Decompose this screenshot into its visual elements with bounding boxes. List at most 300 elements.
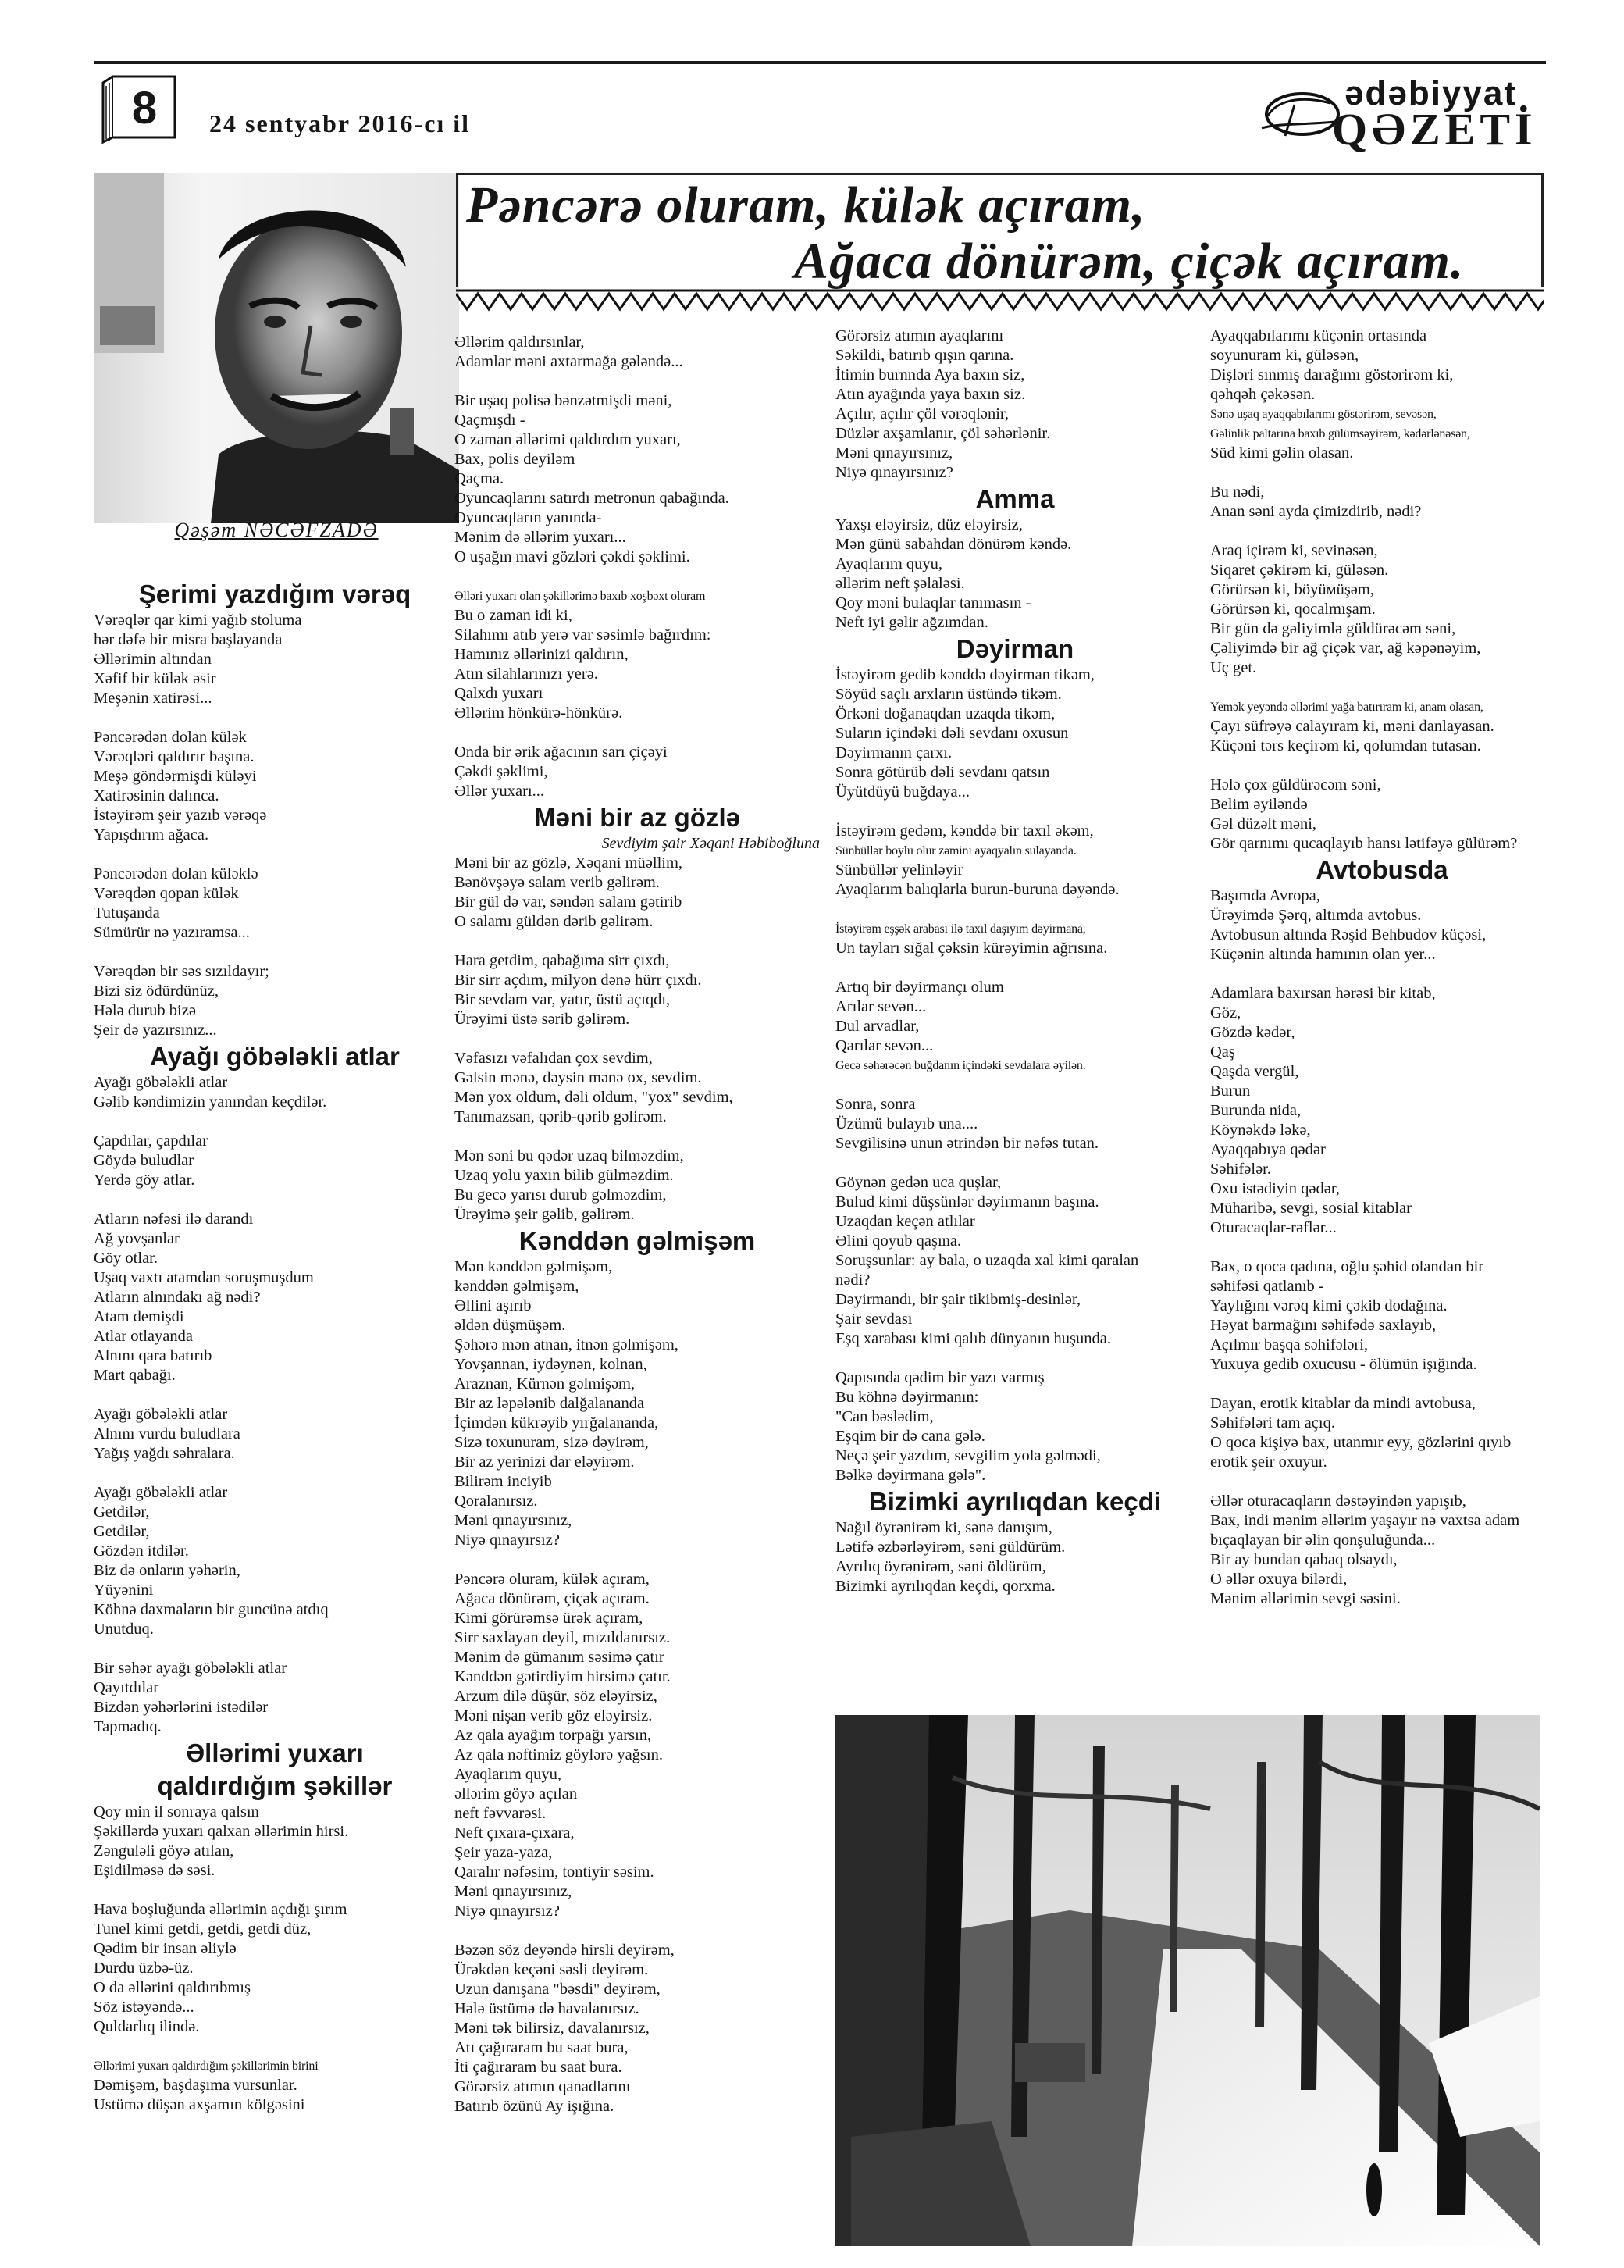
poem-line: Şəkillərdə yuxarı qalxan əllərimin hirsi.	[94, 1823, 349, 1840]
poem-line: Çayı süfrəyə calayıram ki, məni danlayasan.	[1210, 718, 1494, 735]
poem-line: Araznan, Kürnən gəlmişəm,	[454, 1375, 636, 1393]
poem-line: Hava boşluğunda əllərimin açdığı şırım	[94, 1901, 347, 1918]
poem-line: Mart qabağı.	[94, 1367, 176, 1384]
stanza-break	[94, 2037, 456, 2056]
poem-line: Atı çağıraram bu saat bura,	[454, 2039, 629, 2056]
poem-line: Soruşsunlar: ay bala, o uzaqda xal kimi qaralan	[835, 1252, 1139, 1269]
poem-line: Açılır, açılır çöl vərəqlənir,	[835, 405, 1010, 423]
poem-line: Biz də onların yəhərin,	[94, 1562, 240, 1579]
poem-line: Belim əyiləndə	[1210, 796, 1308, 813]
poem-title: qaldırdığım şəkillər	[157, 1771, 393, 1800]
poem-line: Görərsiz atımın qanadlarını	[454, 2078, 631, 2095]
stanza-break	[1210, 756, 1554, 776]
stanza-break	[835, 900, 1195, 919]
poem-line: Niyə qınayırsız?	[454, 1532, 560, 1549]
poem-line: Siqaret çəkirəm ki, güləsən.	[1210, 562, 1389, 579]
poem-line: Onda bir ərik ağacının sarı çiçəyi	[454, 744, 668, 761]
stanza-break	[94, 943, 456, 962]
quill-logo-icon	[1254, 84, 1340, 147]
poem-line: Dəyirmandı, bir şair tikibmiş-desinlər,	[835, 1291, 1081, 1308]
poem-line: Adamlar məni axtarmağa gələndə...	[454, 353, 683, 370]
poem-line: Başımda Avropa,	[1210, 887, 1320, 904]
stanza-break	[94, 1639, 456, 1659]
poem-line: Göz,	[1210, 1004, 1241, 1022]
poem-line: Bir sirr açdım, milyon dənə hürr çıxdı.	[454, 972, 702, 989]
poem-line: Ustümə düşən axşamın kölgəsini	[94, 2096, 305, 2113]
poem-line: Açılmır başqa səhifələri,	[1210, 1336, 1369, 1353]
poem-line: Müharibə, sevgi, sosial kitablar	[1210, 1200, 1412, 1217]
poem-title: Avtobusda	[1316, 855, 1448, 884]
poem-line: Gəlinlik paltarına baxıb gülümsəyirəm, kədərlənəsən,	[1210, 427, 1470, 440]
poem-line: Dişləri sınmış darağımı göstərirəm ki,	[1210, 366, 1454, 383]
poem-line: Gözdə kədər,	[1210, 1024, 1295, 1041]
poem-line: Bizimki ayrılıqdan keçdi, qorxma.	[835, 1578, 1056, 1595]
poem-line: Bir gün də gəliyimlə güldürəcəm səni,	[1210, 620, 1456, 637]
stanza-break	[454, 372, 820, 391]
poem-line: Neft çıxara-çıxara,	[454, 1824, 575, 1842]
poem-line: Gözdən itdilər.	[94, 1542, 189, 1560]
poem-line: Arılar sevən...	[835, 998, 927, 1015]
poem-line: Üyütdüyü buğdaya...	[835, 783, 970, 801]
poem-line: Məni qınayırsınız,	[454, 1512, 572, 1529]
poem-title: Ayağı göbələkli atlar	[150, 1042, 400, 1071]
author-photo	[94, 173, 459, 523]
logo-text-top: ədəbiyyat	[1344, 74, 1517, 112]
poem-line: Bizdən yəhərlərini istədilər	[94, 1699, 269, 1716]
poem-line: Küçəni tərs keçirəm ki, qolumdan tutasan.	[1210, 737, 1481, 754]
poem-line: Dul arvadlar,	[835, 1018, 920, 1035]
poem-line: Səhifələr.	[1210, 1161, 1271, 1178]
poem-line: Getdilər,	[94, 1523, 150, 1540]
poem-line: Hələ üstümə də havalanırsız.	[454, 2000, 639, 2017]
poem-line: əllərim neft şəlaləsi.	[835, 575, 965, 592]
poem-line: Alnını vurdu buludlara	[94, 1425, 240, 1442]
stanza-break	[835, 802, 1195, 822]
stanza-break	[454, 1921, 820, 1941]
poem-line: Həyat barmağını səhifədə saxlayıb,	[1210, 1317, 1437, 1334]
poem-line: Qarılar sevən...	[835, 1037, 934, 1054]
poem-line: Bax, o qoca qadına, oğlu şəhid olandan bir	[1210, 1258, 1484, 1275]
poem-line: Əllərim hönkürə-hönkürə.	[454, 704, 623, 722]
poem-line: Əllərim qaldırsınlar,	[454, 333, 585, 351]
poem-line: Sonra götürüb dəli sevdanı qatsın	[835, 764, 1050, 781]
poem-line: səhifəsi qatlanıb -	[1210, 1278, 1324, 1295]
poem-line: Sünbüllər yelinləyir	[835, 861, 963, 879]
poem-line: Əlləri yuxarı olan şəkillərimə baxıb xoşbəxt oluram	[454, 590, 706, 603]
poem-line: Oturacaqlar-rəflər...	[1210, 1219, 1337, 1236]
stanza-break	[1210, 522, 1554, 541]
stanza-break	[1210, 1375, 1554, 1394]
poem-line: Qoy məni bulaqlar tanımasın -	[835, 594, 1031, 612]
poem-line: Məni qınayırsınız,	[835, 444, 953, 462]
newspaper-logo	[1254, 75, 1535, 153]
poem-line: İtimin burnnda Aya baxın siz,	[835, 366, 1025, 383]
poem-line: Bu o zaman idi ki,	[454, 607, 572, 624]
issue-date: 24 sentyabr 2016-cı il	[209, 109, 471, 137]
poem-line: Artıq bir dəyirmançı olum	[835, 979, 1004, 996]
poem-line: Vərəqdən qopan külək	[94, 885, 239, 902]
poem-line: Bu köhnə dəyirmanın:	[835, 1389, 979, 1406]
poem-line: Kimi görürəmsə ürək açıram,	[454, 1610, 643, 1627]
poem-line: Şair sevdası	[835, 1311, 913, 1328]
poem-line: Eşqim bir də cana gələ.	[835, 1428, 985, 1445]
poem-line: Hara getdim, qabağıma sirr çıxdı,	[454, 952, 670, 969]
poem-line: Mənim də gümanım səsimə çatır	[454, 1649, 664, 1666]
poem-line: Söz istəyəndə...	[94, 1999, 194, 2016]
column-2	[454, 333, 820, 2116]
poem-line: Yapışdırım ağaca.	[94, 826, 209, 843]
poem-line: Pəncərədən dolan külək	[94, 729, 247, 746]
poem-line: İstəyirəm şeir yazıb vərəqə	[94, 807, 267, 824]
poem-line: Ayaqqabıya qədər	[1210, 1141, 1326, 1158]
headline-banner	[456, 173, 1544, 290]
poem-line: Vəfasızı vəfalıdan çox sevdim,	[454, 1050, 653, 1067]
poem-line: Neft iyi gəlir ağzımdan.	[835, 614, 988, 631]
poem-line: Hamınız əllərinizi qaldırın,	[454, 646, 629, 663]
poem-line: Əllər yuxarı...	[454, 783, 544, 800]
poem-line: Ayağı göbələkli atlar	[94, 1484, 228, 1501]
poem-line: Gəl düzəlt məni,	[1210, 815, 1317, 833]
poem-line: Bir uşaq polisə bənzətmişdi məni,	[454, 392, 672, 409]
poem-line: "Can bəslədim,	[835, 1408, 934, 1425]
poem-line: Əllərimin altından	[94, 651, 212, 668]
poem-line: Anan səni ayda çimizdirib, nədi?	[1210, 503, 1422, 520]
poem-title: Dəyirman	[956, 634, 1074, 663]
poem-line: Qapısında qədim bir yazı varmış	[835, 1369, 1045, 1386]
poem-line: Uzun danışana "bəsdi" deyirəm,	[454, 1981, 661, 1998]
poem-line: Oyuncaqlarını satırdı metronun qabağında.	[454, 490, 729, 507]
poem-line: Ürəyimə şeir gəlib, gəlirəm.	[454, 1206, 635, 1223]
poem-line: Yağış yağdı səhralara.	[94, 1445, 235, 1462]
poem-line: Ürəyimi üstə sərib gəlirəm.	[454, 1011, 630, 1028]
stanza-break	[94, 1112, 456, 1132]
poem-line: Hələ çox güldürəcəm səni,	[1210, 776, 1381, 793]
poem-line: əllərim göyə açılan	[454, 1785, 578, 1803]
poem-line: Səkildi, batırıb qışın qarına.	[835, 347, 1014, 364]
stanza-break	[835, 1154, 1195, 1173]
poem-line: Ayrılıq öyrənirəm, səni öldürüm,	[835, 1558, 1046, 1575]
poem-line: Qaçma.	[454, 470, 504, 487]
poem-line: Şəhərə mən atnan, itnən gəlmişəm,	[454, 1336, 678, 1353]
poem-line: Düzlər axşamlanır, çöl səhərlənir.	[835, 425, 1051, 442]
poem-line: Sirr saxlayan deyil, mızıldanırsız.	[454, 1629, 671, 1646]
poem-line: O qoca kişiyə bax, utanmır eyy, gözlərini qıyıb	[1210, 1434, 1512, 1451]
poem-line: Tanımazsan, qərib-qərib gəlirəm.	[454, 1108, 667, 1125]
poem-line: Gəlib kəndimizin yanından keçdilər.	[94, 1093, 327, 1111]
poem-line: Meşə göndərmişdi küləyi	[94, 768, 257, 785]
poem-line: Mən günü sabahdan dönürəm kəndə.	[835, 536, 1072, 553]
poem-line: Bir az ləpələnib dalğalananda	[454, 1395, 645, 1412]
poem-line: Bu gecə yarısı durub gəlməzdim,	[454, 1186, 667, 1204]
poem-line: Yuxuya gedib oxucusu - ölümün işığında.	[1210, 1356, 1477, 1373]
poem-line: Silahımı atıb yerə var səsimlə bağırdım:	[454, 626, 711, 644]
poem-line: Sizə toxunuram, sizə dəyirəm,	[454, 1434, 649, 1451]
stanza-break	[94, 708, 456, 728]
poem-line: Adamlara baxırsan hərəsi bir kitab,	[1210, 985, 1436, 1002]
poem-title: Əllərimi yuxarı	[186, 1738, 364, 1767]
poem-line: Avtobusun altında Rəşid Behbudov küçəsi,	[1210, 926, 1487, 943]
poem-line: O da əllərini qaldırıbmış	[94, 1979, 251, 1996]
poem-line: neft fəvvarəsi.	[454, 1805, 547, 1822]
stanza-break	[94, 1464, 456, 1483]
poem-line: Dəmişəm, başdaşıma vursunlar.	[94, 2077, 297, 2094]
poem-line: hər dəfə bir misra başlayanda	[94, 631, 283, 648]
poem-line: Unutduq.	[94, 1621, 154, 1638]
poem-line: Atam demişdi	[94, 1308, 184, 1325]
poem-line: Qaralır nəfəsim, tontiyir səsim.	[454, 1863, 654, 1881]
poem-line: soyunuram ki, güləsən,	[1210, 347, 1359, 364]
poem-line: Xatirəsinin dalınca.	[94, 787, 219, 804]
poem-line: Ağaca dönürəm, çiçək açıram.	[454, 1590, 650, 1607]
poem-line: İti çağıraram bu saat bura.	[454, 2059, 622, 2076]
poem-line: Məni qınayırsınız,	[454, 1883, 572, 1900]
poem-line: Vərəqdən bir səs sızıldayır;	[94, 963, 269, 980]
poem-line: Ürəyimdə Şərq, altımda avtobus.	[1210, 907, 1422, 924]
poem-line: Yerdə göy atlar.	[94, 1171, 195, 1189]
poem-line: Ayaqlarım quyu,	[835, 555, 943, 572]
poem-line: Sevgilisinə unun ətrindən bir nəfəs tutan.	[835, 1135, 1099, 1152]
poem-line: Göydə buludlar	[94, 1152, 194, 1169]
poem-line: Bir az yerinizi dar eləyirəm.	[454, 1453, 635, 1471]
poem-title: Kənddən gəlmişəm	[518, 1226, 756, 1255]
poem-line: Şeir yaza-yaza,	[454, 1844, 553, 1861]
poem-line: Yaylığını vərəq kimi çəkib dodağına.	[1210, 1297, 1448, 1314]
poem-line: Pəncərədən dolan küləklə	[94, 865, 258, 883]
poem-line: Uzaq yolu yaxın bilib gülməzdim.	[454, 1167, 674, 1184]
poem-line: Sünbüllər boylu olur zəmini ayaqyalın sulayanda.	[835, 844, 1077, 858]
poem-line: Atların nəfəsi ilə darandı	[94, 1211, 254, 1228]
headline-line-1: Pəncərə oluram, külək açıram,	[466, 177, 1146, 234]
poem-line: Köhnə daxmaların bir guncünə atdıq	[94, 1601, 329, 1618]
stanza-break	[1210, 678, 1554, 697]
poem-line: Eşq xarabası kimi qalıb dünyanın huşunda.	[835, 1330, 1111, 1347]
poem-line: Çapdılar, çapdılar	[94, 1132, 208, 1150]
poem-line: Xəfif bir külək əsir	[94, 670, 216, 687]
poem-line: Səhifələri tam açıq.	[1210, 1414, 1335, 1432]
poem-line: Bənövşəyə salam verib gəlirəm.	[454, 874, 660, 891]
poem-line: Ayaqlarım quyu,	[454, 1766, 562, 1783]
poem-line: Pəncərə oluram, külək açıram,	[454, 1571, 650, 1588]
poem-line: Ağ yovşanlar	[94, 1230, 180, 1247]
poem-title: Məni bir az gözlə	[533, 803, 741, 832]
logo-text-bottom: QƏZETİ	[1332, 104, 1537, 155]
poem-line: Bax, indi mənim əllərim yaşayır nə vaxtsa adam	[1210, 1512, 1520, 1529]
poem-line: İçimdən kükrəyib yırğalananda,	[454, 1414, 659, 1432]
poem-line: Un tayları sığal çəksin kürəyimin ağrısına.	[835, 940, 1108, 957]
poem-line: Tunel kimi getdi, getdi, getdi düz,	[94, 1920, 312, 1938]
poem-line: Bir sevdam var, yatır, üstü açıqdı,	[454, 991, 671, 1008]
poem-line: Tutuşanda	[94, 904, 160, 922]
poem-line: Bəzən söz deyəndə hirsli deyirəm,	[454, 1942, 675, 1959]
poem-line: Bir səhər ayağı göbələkli atlar	[94, 1660, 287, 1677]
poem-line: O salamı güldən dərib gəlirəm.	[454, 913, 654, 930]
poem-line: Əlini qoyub qaşına.	[835, 1232, 962, 1250]
poem-line: Suların içindəki dəli sevdanı oxusun	[835, 725, 1069, 742]
poem-line: Göynən gedən uca quşlar,	[835, 1174, 1002, 1191]
poem-line: Bax, polis deyiləm	[454, 451, 575, 468]
poem-line: Meşənin xatirəsi...	[94, 690, 212, 707]
poem-dedication: Sevdiyim şair Xəqani Həbiboğluna	[601, 835, 820, 852]
poem-line: Vərəqlər qar kimi yağıb stoluma	[94, 612, 302, 629]
poem-line: Qaçmışdı -	[454, 412, 525, 429]
poem-line: Yüyənini	[94, 1582, 154, 1599]
stanza-break	[835, 1349, 1195, 1368]
poem-line: Köynəkdə ləkə,	[1210, 1122, 1311, 1139]
author-name: Qəşəm NƏCƏFZADƏ	[174, 519, 379, 541]
poem-line: İstəyirəm eşşək arabası ilə taxıl daşıyım dəyirmana,	[835, 922, 1086, 936]
poem-line: Qaş	[1210, 1043, 1235, 1061]
stanza-break	[454, 1550, 820, 1570]
poem-line: Gör qarnımı qucaqlayıb hansı lətifəyə gülürəm?	[1210, 835, 1518, 852]
poem-line: Ayaqqabılarımı küçənin ortasında	[1210, 327, 1427, 344]
poem-line: Bəlkə dəyirmana gələ".	[835, 1467, 986, 1484]
poem-line: Ayaqlarım balıqlarla burun-buruna dəyəndə.	[835, 881, 1120, 898]
poem-line: Göy otlar.	[94, 1250, 158, 1267]
poem-line: Yaxşı eləyirsiz, düz eləyirsiz,	[835, 516, 1023, 533]
poem-line: Ürəkdən keçəni səsli deyirəm.	[454, 1961, 649, 1978]
poem-line: Mən səni bu qədər uzaq bilməzdim,	[454, 1147, 684, 1164]
poem-line: Eşidilməsə də səsi.	[94, 1862, 215, 1879]
poem-line: Az qala nəftimiz göylərə yağsın.	[454, 1746, 663, 1763]
column-1	[94, 578, 456, 2115]
poem-line: Yovşannan, iydəynən, kolnan,	[454, 1356, 647, 1373]
poem-line: Ayağı göbələkli atlar	[94, 1074, 228, 1091]
column-4	[1210, 326, 1554, 1609]
poem-line: Atlar otlayanda	[94, 1328, 193, 1345]
poem-line: Burunda nida,	[1210, 1102, 1302, 1119]
stanza-break	[94, 1190, 456, 1210]
poem-title: Şerimi yazdığım vərəq	[138, 579, 411, 608]
poem-line: Qədim bir insan əliylə	[94, 1940, 237, 1957]
poem-line: Hələ durub bizə	[94, 1002, 196, 1019]
poem-line: Sümürür nə yazıramsa...	[94, 924, 250, 941]
poem-line: Qayıtdılar	[94, 1679, 159, 1696]
poem-line: Çəliyimdə bir ağ çiçək var, ağ kəpənəyim,	[1210, 640, 1481, 657]
poem-line: Oxu istədiyin qədər,	[1210, 1180, 1340, 1197]
winter-street-photo	[835, 1715, 1540, 2246]
poem-line: Bizi siz ödürdünüz,	[94, 982, 219, 1000]
stanza-break	[454, 723, 820, 743]
poem-line: Sənə uşaq ayaqqabılarımı göstərirəm, sevəsən,	[1210, 408, 1437, 421]
stanza-break	[835, 958, 1195, 978]
poem-line: Söyüd saçlı arxların üstündə tikəm.	[835, 686, 1062, 703]
poem-line: Zənguləli göyə atılan,	[94, 1842, 234, 1860]
poem-line: Neçə şeir yazdım, sevgilim yola gəlmədi,	[835, 1447, 1101, 1464]
stanza-break	[835, 1075, 1195, 1095]
poem-line: O zaman əllərimi qaldırdım yuxarı,	[454, 431, 681, 448]
poem-line: Az qala ayağım torpağı yarsın,	[454, 1727, 652, 1744]
poem-line: Bir ay bundan qabaq olsaydı,	[1210, 1551, 1398, 1568]
stanza-break	[94, 1385, 456, 1405]
poem-line: Getdilər,	[94, 1503, 150, 1521]
poem-title: Amma	[975, 484, 1055, 513]
stanza-break	[1210, 1472, 1554, 1492]
poem-line: Alnını qara batırıb	[94, 1347, 212, 1364]
stanza-break	[1210, 463, 1554, 483]
poem-line: Bulud kimi düşsünlər dəyirmanın başına.	[835, 1193, 1099, 1211]
poem-line: Mənim də əllərim yuxarı...	[454, 529, 626, 546]
poem-line: Atların alnındakı ağ nədi?	[94, 1289, 261, 1306]
poem-line: Gecə səhərəcən buğdanın içindəki sevdalara əyilən.	[835, 1059, 1086, 1072]
poem-line: O əllər oxuya bilərdi,	[1210, 1571, 1348, 1588]
poem-line: Kənddən gətirdiyim hirsimə çatır.	[454, 1668, 671, 1685]
poem-line: Süd kimi gəlin olasan.	[1210, 444, 1354, 462]
poem-line: Arzum dilə düşür, söz eləyirsiz,	[454, 1688, 657, 1705]
stanza-break	[1210, 965, 1554, 984]
poem-line: Görərsiz atımın ayaqlarını	[835, 327, 1004, 344]
poem-title: Bizimki ayrılıqdan keçdi	[868, 1487, 1162, 1516]
stanza-break	[454, 1127, 820, 1146]
poem-line: Yemək yeyəndə əllərimi yağa batırıram ki, anam olasan,	[1210, 701, 1483, 714]
poem-line: Dəyirmanın çarxı.	[835, 744, 953, 761]
poem-line: Uşaq vaxtı atamdan soruşmuşdum	[94, 1269, 314, 1286]
poem-line: erotik şeir oxuyur.	[1210, 1453, 1327, 1471]
stanza-break	[1210, 1238, 1554, 1257]
poem-line: Əllini aşırıb	[454, 1297, 532, 1314]
poem-line: Durdu üzbə-üz.	[94, 1960, 194, 1977]
poem-line: İstəyirəm gedəm, kənddə bir taxıl əkəm,	[835, 822, 1094, 840]
decorative-wave-border	[456, 287, 1544, 314]
poem-line: Burun	[1210, 1082, 1251, 1100]
page-number: 8	[131, 83, 158, 134]
poem-line: Atın silahlarınızı yerə.	[454, 665, 598, 683]
poem-line: Bir gül də var, səndən salam gətirib	[454, 893, 682, 911]
poem-line: İstəyirəm gedib kənddə dəyirman tikəm,	[835, 666, 1095, 683]
poem-line: Sonra, sonra	[835, 1096, 916, 1113]
poem-line: Nağıl öyrənirəm ki, sənə danışım,	[835, 1519, 1052, 1536]
poem-line: Ayağı göbələkli atlar	[94, 1406, 228, 1423]
poem-line: Tapmadıq.	[94, 1718, 162, 1735]
poem-line: Qaşda vergül,	[1210, 1063, 1299, 1080]
poem-line: Məni nişan verib göz eləyirsiz.	[454, 1707, 653, 1724]
poem-line: Atın ayağında yaya baxın siz.	[835, 386, 1026, 403]
poem-line: nədi?	[835, 1271, 871, 1289]
poem-line: kənddən gəlmişəm,	[454, 1278, 579, 1295]
poem-line: Mən yox oldum, dəli oldum, "yox" sevdim,	[454, 1089, 733, 1106]
poem-line: Üzümü bulayıb una....	[835, 1115, 978, 1132]
poem-line: Araq içirəm ki, sevinəsən,	[1210, 542, 1378, 559]
poem-line: Qalxdı yuxarı	[454, 685, 543, 702]
poem-line: Əllərimi yuxarı qaldırdığım şəkillərimin birini	[94, 2059, 319, 2073]
poem-line: Niyə qınayırsız?	[454, 1902, 560, 1920]
poem-line: Məni bir az gözlə, Xəqani müəllim,	[454, 854, 683, 872]
poem-line: Mən kənddən gəlmişəm,	[454, 1258, 613, 1275]
poem-line: Mənim əllərimin sevgi səsini.	[1210, 1590, 1401, 1607]
poem-line: Bu nədi,	[1210, 483, 1265, 501]
stanza-break	[94, 845, 456, 865]
poem-line: Niyə qınayırsınız?	[835, 464, 953, 481]
poem-line: Görürsən ki, böyüмüşəm,	[1210, 581, 1374, 598]
headline-line-2: Ağaca dönürəm, çiçək açıram.	[794, 233, 1465, 290]
poem-line: qəhqəh çəkəsən.	[1210, 386, 1316, 403]
poem-line: Batırıb özünü Ay işığına.	[454, 2098, 614, 2115]
poem-line: Görürsən ki, qocalmışam.	[1210, 601, 1376, 618]
poem-line: Oyuncaqların yanında-	[454, 509, 602, 526]
poem-line: Quldarlıq ilində.	[94, 2018, 200, 2035]
poem-line: Qoralanırsız.	[454, 1492, 538, 1510]
poem-line: Lətifə əzbərləyirəm, səni güldürüm.	[835, 1539, 1066, 1556]
top-rule	[94, 61, 1546, 64]
stanza-break	[454, 1029, 820, 1049]
poem-line: bıçaqlayan bir əlin qonşuluğunda...	[1210, 1532, 1436, 1549]
stanza-break	[454, 932, 820, 951]
poem-line: Dayan, erotik kitablar da mindi avtobusa,	[1210, 1395, 1476, 1412]
poem-line: Şeir də yazırsınız...	[94, 1022, 217, 1039]
stanza-break	[94, 1881, 456, 1900]
poem-line: Uzaqdan keçən atlılar	[835, 1213, 975, 1230]
poem-line: Örkəni doğanaqdan uzaqda tikəm,	[835, 705, 1056, 722]
stanza-break	[454, 567, 820, 587]
